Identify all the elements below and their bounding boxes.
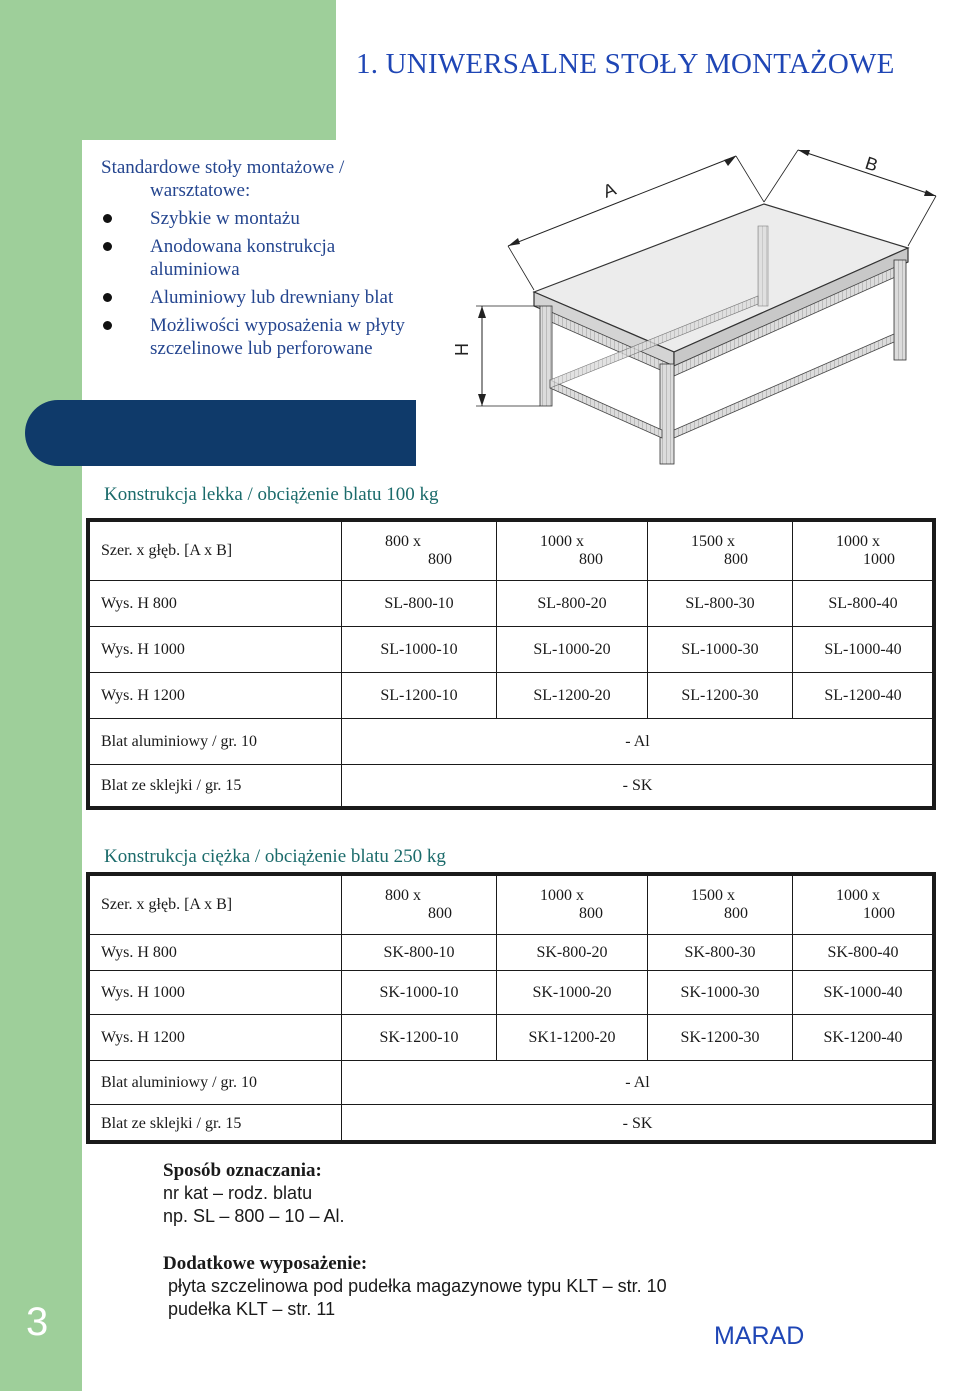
light-spec-table <box>89 520 934 807</box>
feature-list <box>101 207 461 360</box>
marking-heading: Sposób oznaczania: <box>163 1160 322 1181</box>
table-row: Wys. H 800 SL-800-10 SL-800-20 SL-800-30 SL-800-40 <box>90 581 934 627</box>
table-row: Blat ze sklejki / gr. 15 - SK <box>90 1105 934 1143</box>
bullet-icon <box>103 321 112 330</box>
page-title: 1. UNIWERSALNE STOŁY MONTAŻOWE <box>356 48 895 80</box>
table-row: Blat aluminiowy / gr. 10 - Al <box>90 719 934 765</box>
extras-heading: Dodatkowe wyposażenie: <box>163 1253 368 1274</box>
marking-note <box>163 1159 344 1228</box>
marking-line: nr kat – rodz. blatu <box>163 1183 313 1203</box>
extras-note <box>163 1252 667 1321</box>
table-row: Blat aluminiowy / gr. 10 - Al <box>90 1061 934 1105</box>
bullet-icon <box>103 242 112 251</box>
dim-cell: 1500 x 800 <box>648 521 793 581</box>
dim-cell: 1000 x 1000 <box>793 875 934 935</box>
list-item: Anodowana konstrukcja aluminiowa <box>101 235 461 281</box>
table-row: Wys. H 1200 SL-1200-10 SL-1200-20 SL-1200-30 SL-1200-40 <box>90 673 934 719</box>
page-number: 3 <box>26 1300 49 1344</box>
extras-line: pudełka KLT – str. 11 <box>168 1299 336 1319</box>
heavy-section-title: Konstrukcja ciężka / obciążenie blatu 250 kg <box>104 846 446 867</box>
bullet-icon <box>103 214 112 223</box>
table-isometric-drawing <box>446 140 946 465</box>
table-row: Wys. H 1200 SK-1200-10 SK1-1200-20 SK-1200-30 SK-1200-40 <box>90 1015 934 1061</box>
brand-logo-text: MARAD <box>714 1322 805 1350</box>
dim-cell: 1000 x 800 <box>497 521 648 581</box>
intro-heading: Standardowe stoły montażowe / warsztatowe: <box>101 157 345 201</box>
table-row <box>90 875 934 935</box>
dimension-label-a: A <box>600 178 619 202</box>
table-row: Wys. H 800 SK-800-10 SK-800-20 SK-800-30 SK-800-40 <box>90 935 934 971</box>
dim-cell: 1500 x 800 <box>648 875 793 935</box>
table-row: Wys. H 1000 SK-1000-10 SK-1000-20 SK-1000-30 SK-1000-40 <box>90 971 934 1015</box>
navy-accent-bar <box>25 400 416 466</box>
dim-header-label: Szer. x głęb. [A x B] <box>90 521 342 581</box>
bullet-icon <box>103 293 112 302</box>
dim-cell: 800 x 800 <box>342 521 497 581</box>
dimension-label-b: B <box>862 152 881 176</box>
heavy-spec-table <box>89 874 934 1143</box>
list-item: Możliwości wyposażenia w płyty szczelinowe lub perforowane <box>101 314 461 360</box>
list-item: Szybkie w montażu <box>101 207 461 230</box>
light-section-title: Konstrukcja lekka / obciążenie blatu 100 kg <box>104 484 439 505</box>
table-row: Blat ze sklejki / gr. 15 - SK <box>90 765 934 807</box>
dim-cell: 1000 x 1000 <box>793 521 934 581</box>
list-item: Aluminiowy lub drewniany blat <box>101 286 461 309</box>
extras-line: płyta szczelinowa pod pudełka magazynowe typu KLT – str. 10 <box>168 1276 667 1296</box>
dim-cell: 800 x 800 <box>342 875 497 935</box>
marking-example: np. SL – 800 – 10 – Al. <box>163 1206 345 1226</box>
dim-header-label: Szer. x głęb. [A x B] <box>90 875 342 935</box>
dim-cell: 1000 x 800 <box>497 875 648 935</box>
intro-block <box>101 156 461 365</box>
table-row: Wys. H 1000 SL-1000-10 SL-1000-20 SL-1000-30 SL-1000-40 <box>90 627 934 673</box>
dimension-label-h: H <box>452 343 472 356</box>
table-row <box>90 521 934 581</box>
